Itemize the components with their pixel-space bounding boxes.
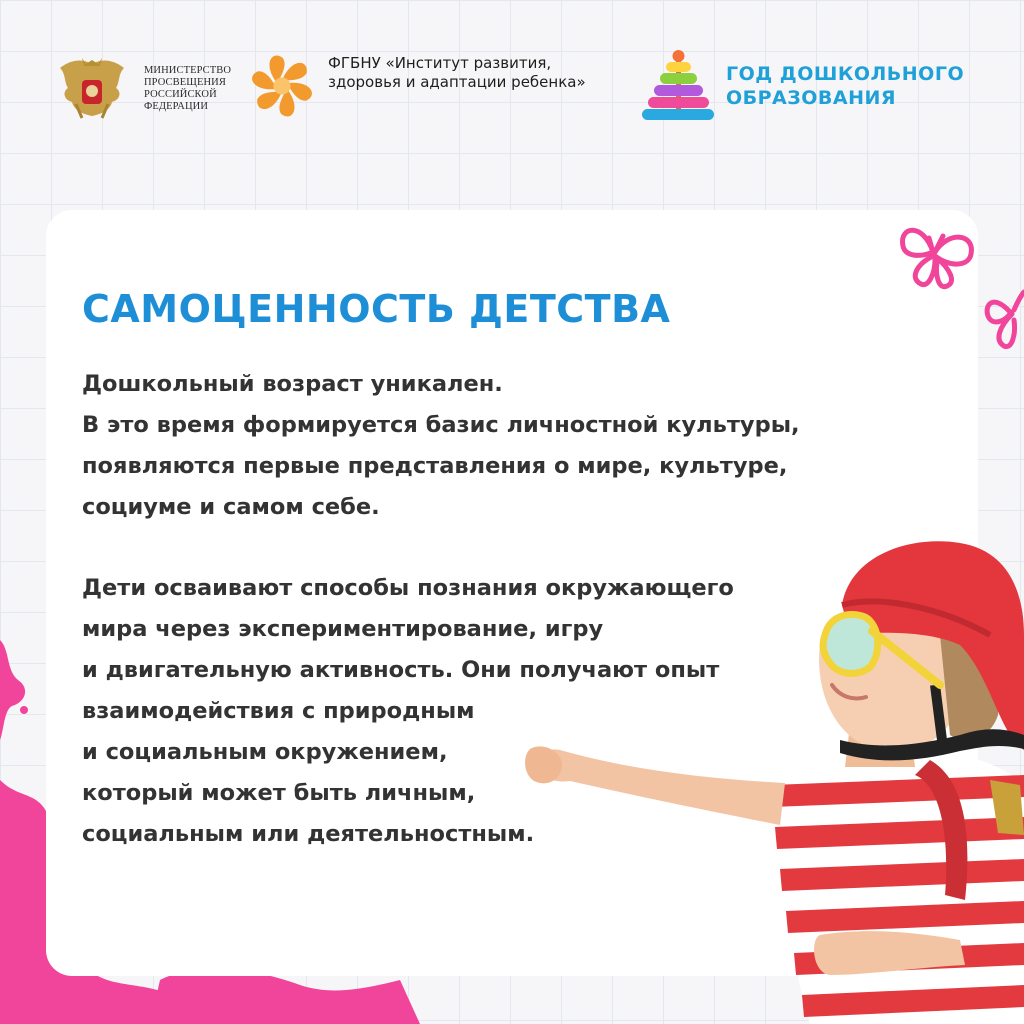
ministry-line: РОССИЙСКОЙ xyxy=(144,89,217,100)
ministry-line: МИНИСТЕРСТВО xyxy=(144,65,232,76)
header xyxy=(0,0,1024,180)
text-line: который может быть личным, xyxy=(82,780,476,806)
year-line: ОБРАЗОВАНИЯ xyxy=(726,87,897,109)
text-line: появляются первые представления о мире, культуре, xyxy=(82,453,788,479)
paragraph-intro xyxy=(82,364,800,528)
ministry-line: ПРОСВЕЩЕНИЯ xyxy=(144,77,226,88)
institute-logo xyxy=(244,48,588,124)
ministry-logo xyxy=(52,54,231,124)
child-photo xyxy=(520,535,1024,1024)
text-line: Дошкольный возраст уникален. xyxy=(82,371,503,397)
ministry-line: ФЕДЕРАЦИИ xyxy=(144,101,209,112)
text-line: социуме и самом себе. xyxy=(82,494,380,520)
text-line: и двигательную активность. Они получают опыт xyxy=(82,657,720,683)
year-title xyxy=(726,62,964,110)
text-line: и социальным окружением, xyxy=(82,739,448,765)
year-logo xyxy=(640,50,964,122)
coat-of-arms-icon xyxy=(52,54,132,124)
butterfly-icon xyxy=(893,212,979,292)
text-line: В это время формируется базис личностной культуры, xyxy=(82,412,800,438)
year-line: ГОД ДОШКОЛЬНОГО xyxy=(726,63,965,85)
ministry-name xyxy=(144,65,231,113)
institute-flower-icon xyxy=(244,48,320,124)
text-line: социальным или деятельностным. xyxy=(82,821,535,847)
text-line: мира через экспериментирование, игру xyxy=(82,616,604,642)
pyramid-toy-icon xyxy=(640,50,716,122)
institute-name: ФГБНУ «Институт развития, здоровья и адаптации ребенка» xyxy=(328,54,586,91)
text-line: взаимодействия с природным xyxy=(82,698,475,724)
butterfly-icon xyxy=(980,274,1024,352)
text-line: Дети осваивают способы познания окружающего xyxy=(82,575,734,601)
paint-splash xyxy=(0,640,40,740)
page-title: САМОЦЕННОСТЬ ДЕТСТВА xyxy=(82,287,671,331)
